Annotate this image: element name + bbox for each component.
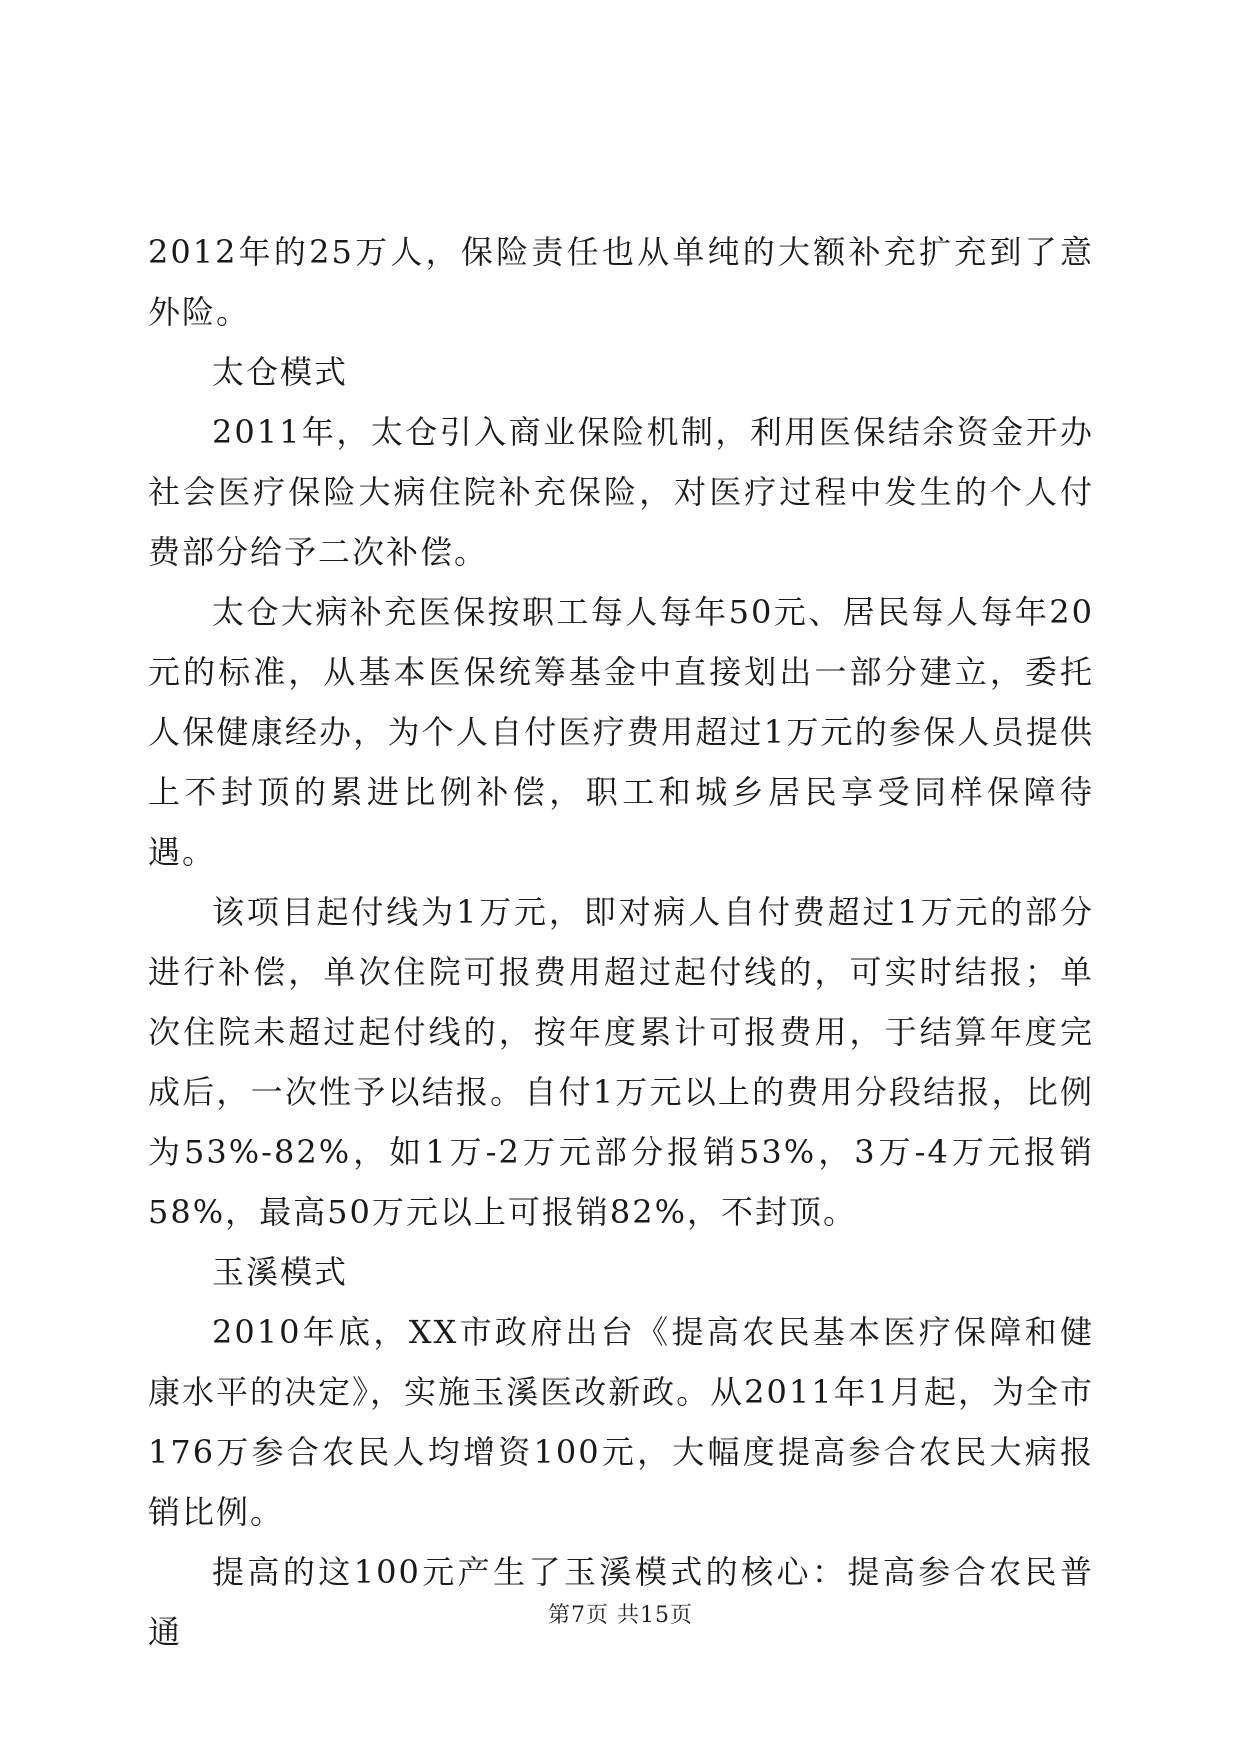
section-heading-yuxi: 玉溪模式	[212, 1253, 349, 1291]
paragraph-7: 2010年底，XX市政府出台《提高农民基本医疗保障和健康水平的决定》，实施玉溪医改新政。从2011年1月起，为全市176万参合农民人均增资100元，大幅度提高参合农民大病报销比例。	[148, 1313, 1094, 1531]
paragraph-5: 该项目起付线为1万元，即对病人自付费超过1万元的部分进行补偿，单次住院可报费用超过起付线的，可实时结报；单次住院未超过起付线的，按年度累计可报费用，于结算年度完成后，一次性予以结报。自付1万元以上的费用分段结报，比例为53%-82%，如1万-2万元部分报销53%，3万-4万元报销58%，最高50万元以上可报销82%，不封顶。	[148, 893, 1094, 1231]
document-body	[148, 222, 1094, 1662]
section-heading-taicang: 太仓模式	[212, 353, 349, 391]
paragraph-8: 提高的这100元产生了玉溪模式的核心：提高参合农民普通	[148, 1553, 1094, 1651]
paragraph-1: 2012年的25万人，保险责任也从单纯的大额补充扩充到了意外险。	[148, 233, 1094, 331]
paragraph-3: 2011年，太仓引入商业保险机制，利用医保结余资金开办社会医疗保险大病住院补充保险，对医疗过程中发生的个人付费部分给予二次补偿。	[148, 413, 1094, 571]
paragraph-4: 太仓大病补充医保按职工每人每年50元、居民每人每年20元的标准，从基本医保统筹基金中直接划出一部分建立，委托人保健康经办，为个人自付医疗费用超过1万元的参保人员提供上不封顶的累进比例补偿，职工和城乡居民享受同样保障待遇。	[148, 593, 1094, 871]
page-footer: 第7页 共15页	[548, 1603, 693, 1628]
